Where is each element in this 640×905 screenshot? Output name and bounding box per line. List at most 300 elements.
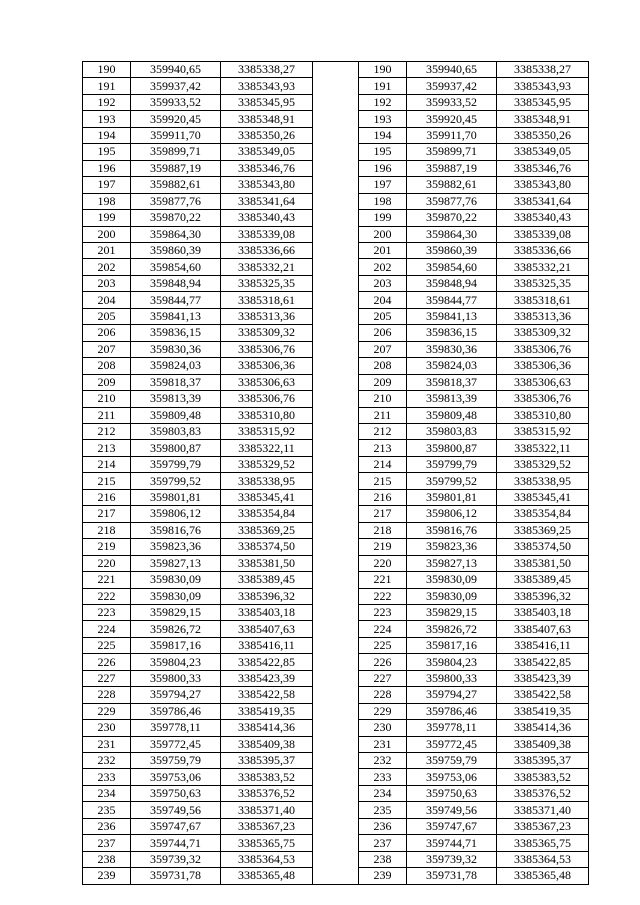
column-gap-cell xyxy=(313,818,359,834)
left-point-number-cell: 237 xyxy=(83,835,131,851)
table-row xyxy=(83,292,589,308)
right-x-coordinate-cell: 359759,79 xyxy=(407,753,497,769)
left-y-coordinate-cell: 3385309,32 xyxy=(221,325,313,341)
left-y-coordinate-cell: 3385332,21 xyxy=(221,259,313,275)
left-x-coordinate-cell: 359800,33 xyxy=(131,670,221,686)
right-y-coordinate-cell: 3385340,43 xyxy=(497,210,589,226)
left-x-coordinate-cell: 359844,77 xyxy=(131,292,221,308)
column-gap-cell xyxy=(313,440,359,456)
column-gap-cell xyxy=(313,637,359,653)
right-y-coordinate-cell: 3385329,52 xyxy=(497,456,589,472)
right-x-coordinate-cell: 359829,15 xyxy=(407,604,497,620)
table-row xyxy=(83,341,589,357)
right-y-coordinate-cell: 3385322,11 xyxy=(497,440,589,456)
left-y-coordinate-cell: 3385409,38 xyxy=(221,736,313,752)
table-row xyxy=(83,769,589,785)
right-y-coordinate-cell: 3385416,11 xyxy=(497,637,589,653)
column-gap-cell xyxy=(313,522,359,538)
right-point-number-cell: 191 xyxy=(359,78,407,94)
right-x-coordinate-cell: 359854,60 xyxy=(407,259,497,275)
right-x-coordinate-cell: 359848,94 xyxy=(407,275,497,291)
right-point-number-cell: 214 xyxy=(359,456,407,472)
left-point-number-cell: 190 xyxy=(83,62,131,78)
left-x-coordinate-cell: 359937,42 xyxy=(131,78,221,94)
column-gap-cell xyxy=(313,210,359,226)
left-point-number-cell: 207 xyxy=(83,341,131,357)
left-y-coordinate-cell: 3385416,11 xyxy=(221,637,313,653)
right-point-number-cell: 237 xyxy=(359,835,407,851)
right-point-number-cell: 223 xyxy=(359,604,407,620)
right-x-coordinate-cell: 359800,87 xyxy=(407,440,497,456)
left-point-number-cell: 224 xyxy=(83,621,131,637)
left-x-coordinate-cell: 359799,52 xyxy=(131,473,221,489)
table-row xyxy=(83,423,589,439)
left-y-coordinate-cell: 3385354,84 xyxy=(221,506,313,522)
left-point-number-cell: 205 xyxy=(83,308,131,324)
right-x-coordinate-cell: 359877,76 xyxy=(407,193,497,209)
left-y-coordinate-cell: 3385336,66 xyxy=(221,242,313,258)
table-row xyxy=(83,588,589,604)
right-x-coordinate-cell: 359813,39 xyxy=(407,391,497,407)
right-y-coordinate-cell: 3385345,41 xyxy=(497,489,589,505)
left-point-number-cell: 199 xyxy=(83,210,131,226)
right-y-coordinate-cell: 3385376,52 xyxy=(497,785,589,801)
left-point-number-cell: 233 xyxy=(83,769,131,785)
table-row xyxy=(83,835,589,851)
column-gap-cell xyxy=(313,341,359,357)
left-x-coordinate-cell: 359800,87 xyxy=(131,440,221,456)
right-point-number-cell: 225 xyxy=(359,637,407,653)
right-point-number-cell: 197 xyxy=(359,177,407,193)
right-y-coordinate-cell: 3385309,32 xyxy=(497,325,589,341)
table-row xyxy=(83,489,589,505)
column-gap-cell xyxy=(313,851,359,867)
left-y-coordinate-cell: 3385364,53 xyxy=(221,851,313,867)
right-x-coordinate-cell: 359827,13 xyxy=(407,555,497,571)
column-gap-cell xyxy=(313,391,359,407)
left-point-number-cell: 206 xyxy=(83,325,131,341)
right-y-coordinate-cell: 3385310,80 xyxy=(497,407,589,423)
right-point-number-cell: 194 xyxy=(359,127,407,143)
left-x-coordinate-cell: 359870,22 xyxy=(131,210,221,226)
right-y-coordinate-cell: 3385346,76 xyxy=(497,160,589,176)
right-point-number-cell: 202 xyxy=(359,259,407,275)
right-y-coordinate-cell: 3385345,95 xyxy=(497,94,589,110)
left-x-coordinate-cell: 359813,39 xyxy=(131,391,221,407)
column-gap-cell xyxy=(313,802,359,818)
left-point-number-cell: 196 xyxy=(83,160,131,176)
left-y-coordinate-cell: 3385369,25 xyxy=(221,522,313,538)
table-row xyxy=(83,127,589,143)
table-row xyxy=(83,358,589,374)
right-y-coordinate-cell: 3385306,76 xyxy=(497,391,589,407)
right-y-coordinate-cell: 3385338,95 xyxy=(497,473,589,489)
left-point-number-cell: 222 xyxy=(83,588,131,604)
right-point-number-cell: 206 xyxy=(359,325,407,341)
right-x-coordinate-cell: 359920,45 xyxy=(407,111,497,127)
table-row xyxy=(83,78,589,94)
table-row xyxy=(83,851,589,867)
left-point-number-cell: 226 xyxy=(83,654,131,670)
right-point-number-cell: 235 xyxy=(359,802,407,818)
right-x-coordinate-cell: 359816,76 xyxy=(407,522,497,538)
left-y-coordinate-cell: 3385345,41 xyxy=(221,489,313,505)
right-x-coordinate-cell: 359817,16 xyxy=(407,637,497,653)
column-gap-cell xyxy=(313,275,359,291)
left-point-number-cell: 238 xyxy=(83,851,131,867)
left-y-coordinate-cell: 3385315,92 xyxy=(221,423,313,439)
column-gap-cell xyxy=(313,868,359,884)
table-row xyxy=(83,473,589,489)
right-y-coordinate-cell: 3385364,53 xyxy=(497,851,589,867)
right-y-coordinate-cell: 3385409,38 xyxy=(497,736,589,752)
right-point-number-cell: 192 xyxy=(359,94,407,110)
column-gap-cell xyxy=(313,423,359,439)
right-x-coordinate-cell: 359794,27 xyxy=(407,687,497,703)
right-point-number-cell: 231 xyxy=(359,736,407,752)
column-gap-cell xyxy=(313,111,359,127)
right-y-coordinate-cell: 3385341,64 xyxy=(497,193,589,209)
left-y-coordinate-cell: 3385403,18 xyxy=(221,604,313,620)
left-point-number-cell: 202 xyxy=(83,259,131,275)
right-point-number-cell: 208 xyxy=(359,358,407,374)
left-x-coordinate-cell: 359750,63 xyxy=(131,785,221,801)
table-row xyxy=(83,670,589,686)
left-x-coordinate-cell: 359836,15 xyxy=(131,325,221,341)
column-gap-cell xyxy=(313,226,359,242)
left-y-coordinate-cell: 3385365,75 xyxy=(221,835,313,851)
right-point-number-cell: 216 xyxy=(359,489,407,505)
left-point-number-cell: 208 xyxy=(83,358,131,374)
right-y-coordinate-cell: 3385354,84 xyxy=(497,506,589,522)
left-point-number-cell: 194 xyxy=(83,127,131,143)
right-point-number-cell: 229 xyxy=(359,703,407,719)
left-x-coordinate-cell: 359803,83 xyxy=(131,423,221,439)
column-gap-cell xyxy=(313,835,359,851)
right-y-coordinate-cell: 3385395,37 xyxy=(497,753,589,769)
right-x-coordinate-cell: 359899,71 xyxy=(407,144,497,160)
left-point-number-cell: 230 xyxy=(83,720,131,736)
left-x-coordinate-cell: 359911,70 xyxy=(131,127,221,143)
right-point-number-cell: 210 xyxy=(359,391,407,407)
left-x-coordinate-cell: 359887,19 xyxy=(131,160,221,176)
table-row xyxy=(83,736,589,752)
table-row xyxy=(83,720,589,736)
table-row xyxy=(83,802,589,818)
left-x-coordinate-cell: 359801,81 xyxy=(131,489,221,505)
left-y-coordinate-cell: 3385422,58 xyxy=(221,687,313,703)
left-y-coordinate-cell: 3385374,50 xyxy=(221,539,313,555)
left-y-coordinate-cell: 3385349,05 xyxy=(221,144,313,160)
table-row xyxy=(83,111,589,127)
column-gap-cell xyxy=(313,62,359,78)
table-row xyxy=(83,94,589,110)
right-point-number-cell: 219 xyxy=(359,539,407,555)
column-gap-cell xyxy=(313,687,359,703)
right-x-coordinate-cell: 359870,22 xyxy=(407,210,497,226)
left-y-coordinate-cell: 3385343,93 xyxy=(221,78,313,94)
left-y-coordinate-cell: 3385350,26 xyxy=(221,127,313,143)
left-y-coordinate-cell: 3385376,52 xyxy=(221,785,313,801)
left-y-coordinate-cell: 3385318,61 xyxy=(221,292,313,308)
column-gap-cell xyxy=(313,555,359,571)
table-row xyxy=(83,325,589,341)
left-x-coordinate-cell: 359826,72 xyxy=(131,621,221,637)
left-point-number-cell: 239 xyxy=(83,868,131,884)
column-gap-cell xyxy=(313,654,359,670)
table-row xyxy=(83,687,589,703)
column-gap-cell xyxy=(313,144,359,160)
table-row xyxy=(83,654,589,670)
left-point-number-cell: 236 xyxy=(83,818,131,834)
left-x-coordinate-cell: 359744,71 xyxy=(131,835,221,851)
right-x-coordinate-cell: 359818,37 xyxy=(407,374,497,390)
right-point-number-cell: 211 xyxy=(359,407,407,423)
left-y-coordinate-cell: 3385322,11 xyxy=(221,440,313,456)
column-gap-cell xyxy=(313,78,359,94)
left-y-coordinate-cell: 3385306,36 xyxy=(221,358,313,374)
right-y-coordinate-cell: 3385338,27 xyxy=(497,62,589,78)
right-y-coordinate-cell: 3385414,36 xyxy=(497,720,589,736)
left-y-coordinate-cell: 3385340,43 xyxy=(221,210,313,226)
left-point-number-cell: 195 xyxy=(83,144,131,160)
table-row xyxy=(83,210,589,226)
left-point-number-cell: 225 xyxy=(83,637,131,653)
right-point-number-cell: 221 xyxy=(359,572,407,588)
left-y-coordinate-cell: 3385371,40 xyxy=(221,802,313,818)
left-x-coordinate-cell: 359864,30 xyxy=(131,226,221,242)
right-point-number-cell: 190 xyxy=(359,62,407,78)
table-row xyxy=(83,391,589,407)
left-point-number-cell: 211 xyxy=(83,407,131,423)
right-y-coordinate-cell: 3385367,23 xyxy=(497,818,589,834)
right-y-coordinate-cell: 3385407,63 xyxy=(497,621,589,637)
right-point-number-cell: 215 xyxy=(359,473,407,489)
left-y-coordinate-cell: 3385306,76 xyxy=(221,391,313,407)
table-row xyxy=(83,506,589,522)
left-point-number-cell: 231 xyxy=(83,736,131,752)
left-point-number-cell: 213 xyxy=(83,440,131,456)
left-point-number-cell: 193 xyxy=(83,111,131,127)
left-x-coordinate-cell: 359731,78 xyxy=(131,868,221,884)
left-point-number-cell: 210 xyxy=(83,391,131,407)
right-x-coordinate-cell: 359749,56 xyxy=(407,802,497,818)
column-gap-cell xyxy=(313,177,359,193)
right-y-coordinate-cell: 3385403,18 xyxy=(497,604,589,620)
right-point-number-cell: 217 xyxy=(359,506,407,522)
right-point-number-cell: 207 xyxy=(359,341,407,357)
left-point-number-cell: 229 xyxy=(83,703,131,719)
right-point-number-cell: 199 xyxy=(359,210,407,226)
column-gap-cell xyxy=(313,539,359,555)
table-row xyxy=(83,177,589,193)
left-y-coordinate-cell: 3385310,80 xyxy=(221,407,313,423)
right-x-coordinate-cell: 359799,79 xyxy=(407,456,497,472)
right-point-number-cell: 234 xyxy=(359,785,407,801)
right-x-coordinate-cell: 359823,36 xyxy=(407,539,497,555)
left-x-coordinate-cell: 359841,13 xyxy=(131,308,221,324)
left-point-number-cell: 234 xyxy=(83,785,131,801)
left-x-coordinate-cell: 359854,60 xyxy=(131,259,221,275)
left-x-coordinate-cell: 359860,39 xyxy=(131,242,221,258)
column-gap-cell xyxy=(313,720,359,736)
left-point-number-cell: 223 xyxy=(83,604,131,620)
table-row xyxy=(83,242,589,258)
left-y-coordinate-cell: 3385423,39 xyxy=(221,670,313,686)
column-gap-cell xyxy=(313,489,359,505)
right-y-coordinate-cell: 3385365,48 xyxy=(497,868,589,884)
table-row xyxy=(83,144,589,160)
right-point-number-cell: 227 xyxy=(359,670,407,686)
table-row xyxy=(83,753,589,769)
left-y-coordinate-cell: 3385422,85 xyxy=(221,654,313,670)
left-x-coordinate-cell: 359749,56 xyxy=(131,802,221,818)
left-y-coordinate-cell: 3385381,50 xyxy=(221,555,313,571)
left-point-number-cell: 204 xyxy=(83,292,131,308)
table-row xyxy=(83,621,589,637)
right-point-number-cell: 213 xyxy=(359,440,407,456)
left-y-coordinate-cell: 3385348,91 xyxy=(221,111,313,127)
right-point-number-cell: 222 xyxy=(359,588,407,604)
column-gap-cell xyxy=(313,456,359,472)
right-x-coordinate-cell: 359937,42 xyxy=(407,78,497,94)
table-row xyxy=(83,62,589,78)
table-row xyxy=(83,407,589,423)
left-x-coordinate-cell: 359772,45 xyxy=(131,736,221,752)
right-x-coordinate-cell: 359844,77 xyxy=(407,292,497,308)
right-x-coordinate-cell: 359744,71 xyxy=(407,835,497,851)
table-row xyxy=(83,259,589,275)
right-y-coordinate-cell: 3385313,36 xyxy=(497,308,589,324)
right-x-coordinate-cell: 359830,09 xyxy=(407,588,497,604)
right-y-coordinate-cell: 3385306,63 xyxy=(497,374,589,390)
table-row xyxy=(83,637,589,653)
left-point-number-cell: 221 xyxy=(83,572,131,588)
column-gap-cell xyxy=(313,753,359,769)
right-y-coordinate-cell: 3385383,52 xyxy=(497,769,589,785)
left-point-number-cell: 191 xyxy=(83,78,131,94)
right-x-coordinate-cell: 359836,15 xyxy=(407,325,497,341)
column-gap-cell xyxy=(313,621,359,637)
right-y-coordinate-cell: 3385422,58 xyxy=(497,687,589,703)
column-gap-cell xyxy=(313,242,359,258)
column-gap-cell xyxy=(313,703,359,719)
right-point-number-cell: 195 xyxy=(359,144,407,160)
left-point-number-cell: 214 xyxy=(83,456,131,472)
table-row xyxy=(83,160,589,176)
right-y-coordinate-cell: 3385336,66 xyxy=(497,242,589,258)
right-y-coordinate-cell: 3385349,05 xyxy=(497,144,589,160)
right-y-coordinate-cell: 3385371,40 xyxy=(497,802,589,818)
right-y-coordinate-cell: 3385318,61 xyxy=(497,292,589,308)
right-point-number-cell: 236 xyxy=(359,818,407,834)
right-y-coordinate-cell: 3385396,32 xyxy=(497,588,589,604)
left-y-coordinate-cell: 3385383,52 xyxy=(221,769,313,785)
left-x-coordinate-cell: 359882,61 xyxy=(131,177,221,193)
left-y-coordinate-cell: 3385339,08 xyxy=(221,226,313,242)
coordinates-table-body xyxy=(83,62,589,885)
right-y-coordinate-cell: 3385419,35 xyxy=(497,703,589,719)
right-x-coordinate-cell: 359772,45 xyxy=(407,736,497,752)
column-gap-cell xyxy=(313,160,359,176)
left-y-coordinate-cell: 3385365,48 xyxy=(221,868,313,884)
right-x-coordinate-cell: 359801,81 xyxy=(407,489,497,505)
left-x-coordinate-cell: 359818,37 xyxy=(131,374,221,390)
table-row xyxy=(83,572,589,588)
right-point-number-cell: 204 xyxy=(359,292,407,308)
right-point-number-cell: 228 xyxy=(359,687,407,703)
column-gap-cell xyxy=(313,506,359,522)
column-gap-cell xyxy=(313,473,359,489)
right-x-coordinate-cell: 359887,19 xyxy=(407,160,497,176)
left-point-number-cell: 192 xyxy=(83,94,131,110)
left-y-coordinate-cell: 3385338,27 xyxy=(221,62,313,78)
left-y-coordinate-cell: 3385306,63 xyxy=(221,374,313,390)
right-point-number-cell: 196 xyxy=(359,160,407,176)
table-row xyxy=(83,604,589,620)
right-y-coordinate-cell: 3385381,50 xyxy=(497,555,589,571)
right-point-number-cell: 220 xyxy=(359,555,407,571)
table-row xyxy=(83,522,589,538)
left-x-coordinate-cell: 359823,36 xyxy=(131,539,221,555)
left-point-number-cell: 203 xyxy=(83,275,131,291)
right-x-coordinate-cell: 359778,11 xyxy=(407,720,497,736)
table-row xyxy=(83,818,589,834)
right-x-coordinate-cell: 359860,39 xyxy=(407,242,497,258)
right-x-coordinate-cell: 359809,48 xyxy=(407,407,497,423)
right-y-coordinate-cell: 3385306,76 xyxy=(497,341,589,357)
left-x-coordinate-cell: 359817,16 xyxy=(131,637,221,653)
column-gap-cell xyxy=(313,292,359,308)
right-x-coordinate-cell: 359940,65 xyxy=(407,62,497,78)
right-y-coordinate-cell: 3385365,75 xyxy=(497,835,589,851)
right-point-number-cell: 209 xyxy=(359,374,407,390)
right-x-coordinate-cell: 359753,06 xyxy=(407,769,497,785)
right-y-coordinate-cell: 3385339,08 xyxy=(497,226,589,242)
table-row xyxy=(83,308,589,324)
right-point-number-cell: 224 xyxy=(359,621,407,637)
table-row xyxy=(83,193,589,209)
column-gap-cell xyxy=(313,127,359,143)
right-x-coordinate-cell: 359911,70 xyxy=(407,127,497,143)
left-point-number-cell: 217 xyxy=(83,506,131,522)
left-x-coordinate-cell: 359824,03 xyxy=(131,358,221,374)
right-y-coordinate-cell: 3385369,25 xyxy=(497,522,589,538)
right-y-coordinate-cell: 3385306,36 xyxy=(497,358,589,374)
table-row xyxy=(83,440,589,456)
right-y-coordinate-cell: 3385423,39 xyxy=(497,670,589,686)
right-x-coordinate-cell: 359830,36 xyxy=(407,341,497,357)
left-x-coordinate-cell: 359877,76 xyxy=(131,193,221,209)
table-row xyxy=(83,868,589,884)
right-x-coordinate-cell: 359786,46 xyxy=(407,703,497,719)
right-y-coordinate-cell: 3385325,35 xyxy=(497,275,589,291)
right-x-coordinate-cell: 359799,52 xyxy=(407,473,497,489)
right-y-coordinate-cell: 3385315,92 xyxy=(497,423,589,439)
right-x-coordinate-cell: 359747,67 xyxy=(407,818,497,834)
left-x-coordinate-cell: 359816,76 xyxy=(131,522,221,538)
right-point-number-cell: 201 xyxy=(359,242,407,258)
right-x-coordinate-cell: 359864,30 xyxy=(407,226,497,242)
left-x-coordinate-cell: 359829,15 xyxy=(131,604,221,620)
left-y-coordinate-cell: 3385338,95 xyxy=(221,473,313,489)
left-x-coordinate-cell: 359848,94 xyxy=(131,275,221,291)
table-row xyxy=(83,374,589,390)
left-point-number-cell: 198 xyxy=(83,193,131,209)
left-y-coordinate-cell: 3385407,63 xyxy=(221,621,313,637)
right-point-number-cell: 203 xyxy=(359,275,407,291)
left-x-coordinate-cell: 359739,32 xyxy=(131,851,221,867)
